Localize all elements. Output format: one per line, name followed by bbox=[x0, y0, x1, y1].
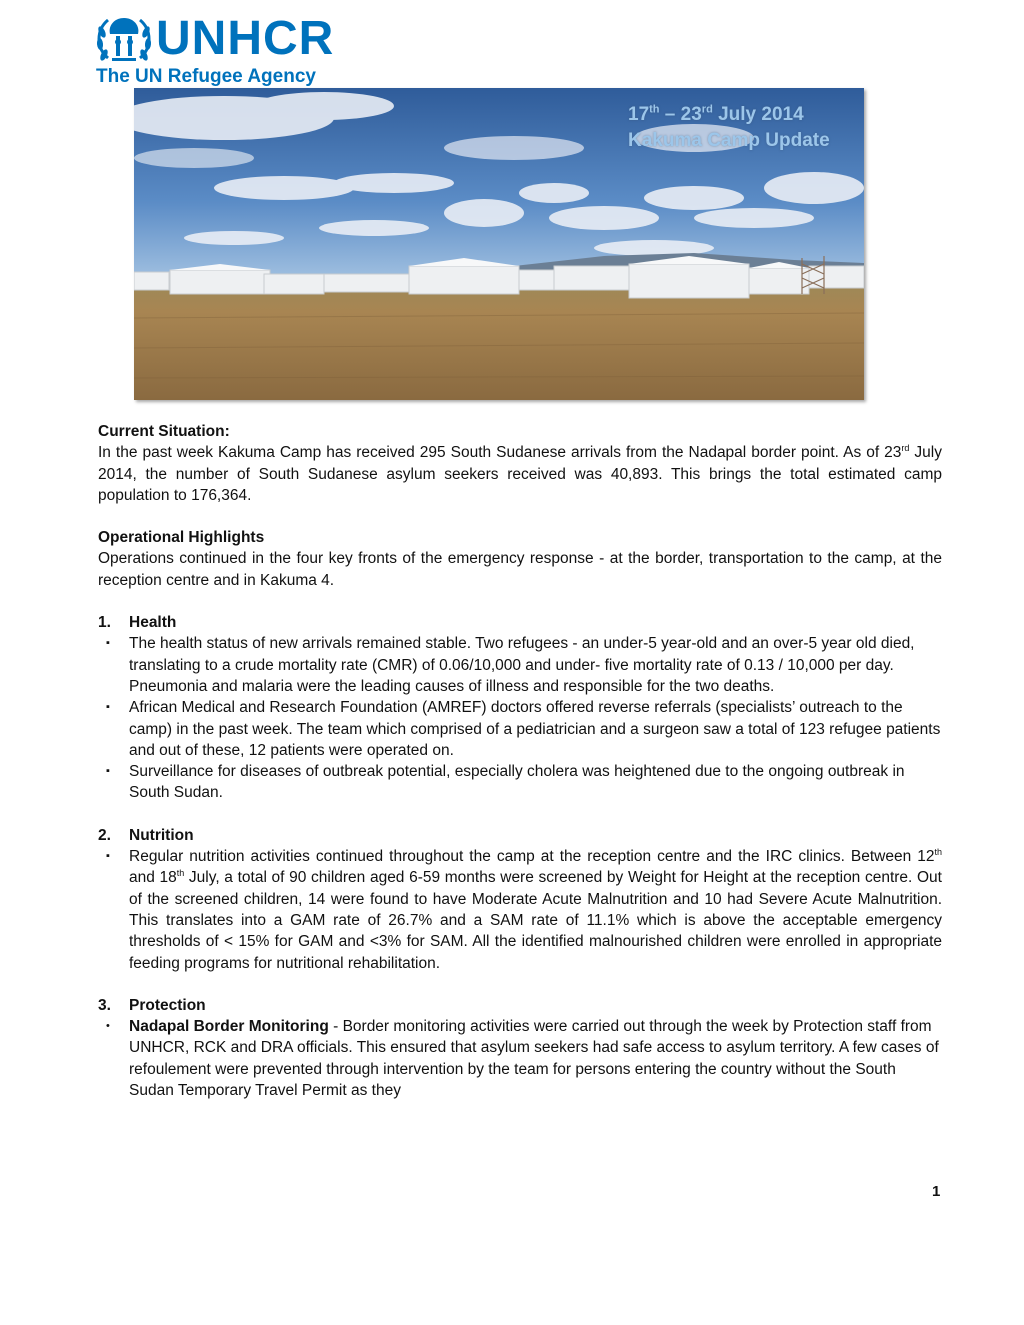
nutrition-list bbox=[98, 846, 942, 974]
hero-date: 17th – 23rd July 2014 bbox=[628, 103, 804, 125]
logo-tagline: The UN Refugee Agency bbox=[96, 66, 316, 87]
unhcr-logo bbox=[94, 10, 394, 85]
health-heading: 1. Health bbox=[98, 614, 177, 632]
nutrition-heading: 2. Nutrition bbox=[98, 826, 194, 844]
health-list bbox=[98, 633, 942, 803]
operational-highlights-heading: Operational Highlights bbox=[98, 529, 265, 547]
current-situation-text: In the past week Kakuma Camp has received 295 South Sudanese arrivals from the Nadapal border point. As of 23rd July 2014, the number of South Sudanese asylum seekers received was 40,893. This brings the total estimated camp population to 176,364. bbox=[98, 443, 942, 504]
hero-caption bbox=[628, 102, 830, 154]
list-item: • Nadapal Border Monitoring - Border monitoring activities were carried out through the week by Protection staff from UNHCR, RCK and DRA officials. This ensured that asylum seekers had safe access to asylum territory. A few cases of refoulement were prevented through intervention by the team for persons entering the country without the South Sudan Temporary Travel Permit as they bbox=[106, 1018, 939, 1100]
current-situation-heading: Current Situation: bbox=[98, 423, 230, 440]
report-body bbox=[98, 421, 942, 1101]
list-item: ▪ Surveillance for diseases of outbreak potential, especially cholera was heightened due to the ongoing outbreak in South Sudan. bbox=[106, 763, 905, 802]
hero-subtitle: Kakuma Camp Update bbox=[628, 130, 830, 151]
protection-heading: 3. Protection bbox=[98, 996, 206, 1014]
list-item: ▪ The health status of new arrivals remained stable. Two refugees - an under-5 year-old and an over-5 year old died, translating to a crude mortality rate (CMR) of 0.06/10,000 and under- five mortality rate of 0.13 / 10,000 per day. Pneumonia and malaria were the leading causes of illness and responsible for the two deaths. bbox=[106, 635, 915, 695]
operational-highlights-text: Operations continued in the four key fronts of the emergency response - at the border, transportation to the camp, at the reception centre and in Kakuma 4. bbox=[98, 550, 942, 589]
logo-wordmark: UNHCR bbox=[156, 12, 335, 65]
hero-image bbox=[134, 88, 864, 400]
list-item: ▪ African Medical and Research Foundation (AMREF) doctors offered reverse referrals (specialists’ outreach to the camp) in the past week. The team which comprised of a pediatrician and a surgeon saw a total of 123 refugee patients and out of these, 12 patients were operated on. bbox=[106, 699, 941, 759]
list-item: ▪ Regular nutrition activities continued throughout the camp at the reception centre and the IRC clinics. Between 12th and 18th July, a total of 90 children aged 6-59 months were screened by Weight for Height at the reception centre. Out of the screened children, 14 were found to have Moderate Acute Malnutrition and 10 had Severe Acute Malnutrition. This translates into a GAM rate of 26.7% and a SAM rate of 11.1% which is above the acceptable emergency thresholds of < 15% for GAM and <3% for SAM. All the identified malnourished children were enrolled in appropriate feeding programs for nutritional rehabilitation. bbox=[106, 846, 942, 972]
unhcr-emblem-icon bbox=[94, 12, 154, 66]
page-number: 1 bbox=[932, 1183, 941, 1200]
protection-list bbox=[98, 1016, 942, 1101]
